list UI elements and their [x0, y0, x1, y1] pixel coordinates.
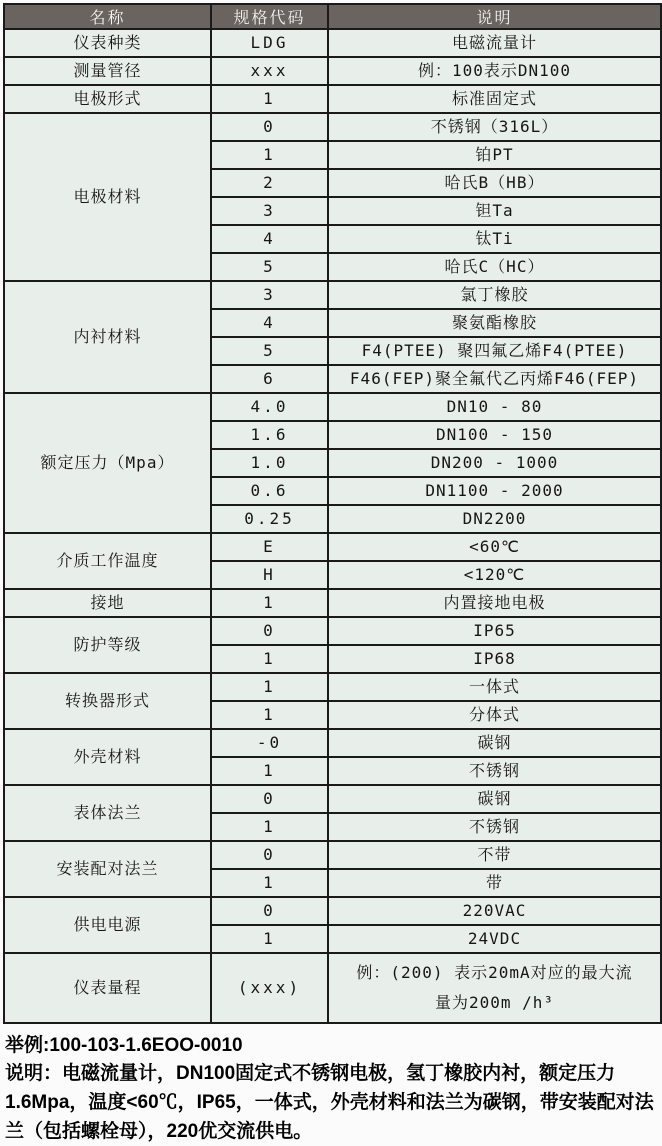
header-cell-name: 名称: [4, 4, 211, 29]
description-cell: <60℃: [328, 533, 661, 561]
code-cell: 1: [211, 85, 328, 113]
code-cell: E: [211, 533, 328, 561]
code-cell: 1: [211, 869, 328, 897]
code-cell: 3: [211, 197, 328, 225]
description-cell: 不锈钢: [328, 757, 661, 785]
description-cell: 聚氨酯橡胶: [328, 309, 661, 337]
code-cell: 6: [211, 365, 328, 393]
table-row: [4, 85, 661, 113]
description-cell: 氯丁橡胶: [328, 281, 661, 309]
spec-table-body: [4, 29, 661, 1023]
spec-table: [3, 3, 662, 1024]
description-cell: 钽Ta: [328, 197, 661, 225]
description-cell: 220VAC: [328, 897, 661, 925]
table-row: [4, 897, 661, 925]
code-cell: 1: [211, 925, 328, 953]
table-row: [4, 533, 661, 561]
example-code-line: 举例:100-103-1.6EOO-0010: [5, 1035, 243, 1056]
code-cell: 1: [211, 141, 328, 169]
description-cell: F46(FEP)聚全氟代乙丙烯F46(FEP): [328, 365, 661, 393]
description-cell: 不锈钢: [328, 813, 661, 841]
group-name-cell: 接地: [4, 589, 211, 617]
code-cell: 1: [211, 673, 328, 701]
table-row: [4, 785, 661, 813]
table-row: [4, 729, 661, 757]
code-cell: 1.0: [211, 449, 328, 477]
code-cell: LDG: [211, 29, 328, 57]
description-cell: 铂PT: [328, 141, 661, 169]
description-cell: 不锈钢（316L）: [328, 113, 661, 141]
header-cell-desc: 说明: [328, 4, 661, 29]
code-cell: 1: [211, 589, 328, 617]
code-cell: H: [211, 561, 328, 589]
table-row: [4, 57, 661, 85]
description-line: 说明：电磁流量计，DN100固定式不锈钢电极，氢丁橡胶内衬，额定压力1.6Mpa，温度<60℃，IP65，一体式，外壳材料和法兰为碳钢，带安装配对法兰（包括螺栓母），220优交流供电。: [5, 1063, 654, 1142]
description-cell: IP68: [328, 645, 661, 673]
description-cell: DN2200: [328, 505, 661, 533]
table-row: [4, 589, 661, 617]
description-cell: 碳钢: [328, 785, 661, 813]
group-name-cell: 额定压力（Mpa）: [4, 393, 211, 533]
table-row: [4, 29, 661, 57]
description-cell: 分体式: [328, 701, 661, 729]
code-cell: 0: [211, 113, 328, 141]
description-cell: 24VDC: [328, 925, 661, 953]
description-cell: 一体式: [328, 673, 661, 701]
table-row: [4, 281, 661, 309]
group-name-cell: 内衬材料: [4, 281, 211, 393]
code-cell: 0: [211, 841, 328, 869]
description-cell: 碳钢: [328, 729, 661, 757]
description-cell: DN10 - 80: [328, 393, 661, 421]
description-cell: 钛Ti: [328, 225, 661, 253]
code-cell: 3: [211, 281, 328, 309]
code-cell: 0.6: [211, 477, 328, 505]
description-cell: 内置接地电极: [328, 589, 661, 617]
code-cell: 2: [211, 169, 328, 197]
table-row: [4, 673, 661, 701]
description-cell: DN1100 - 2000: [328, 477, 661, 505]
description-cell: IP65: [328, 617, 661, 645]
group-name-cell: 仪表量程: [4, 953, 211, 1023]
group-name-cell: 安装配对法兰: [4, 841, 211, 897]
code-cell: 4: [211, 225, 328, 253]
header-cell-code: 规格代码: [211, 4, 328, 29]
description-cell: 电磁流量计: [328, 29, 661, 57]
code-cell: 0: [211, 785, 328, 813]
description-cell: F4(PTEE) 聚四氟乙烯F4(PTEE): [328, 337, 661, 365]
table-row: [4, 953, 661, 1023]
description-cell: <120℃: [328, 561, 661, 589]
code-cell: 1: [211, 645, 328, 673]
code-cell: -0: [211, 729, 328, 757]
group-name-cell: 测量管径: [4, 57, 211, 85]
code-cell: (xxx): [211, 953, 328, 1023]
code-cell: 1: [211, 757, 328, 785]
code-cell: 1: [211, 813, 328, 841]
group-name-cell: 供电电源: [4, 897, 211, 953]
group-name-cell: 表体法兰: [4, 785, 211, 841]
description-cell: 例：100表示DN100: [328, 57, 661, 85]
code-cell: xxx: [211, 57, 328, 85]
group-name-cell: 防护等级: [4, 617, 211, 673]
description-cell: 哈氏C（HC）: [328, 253, 661, 281]
group-name-cell: 介质工作温度: [4, 533, 211, 589]
table-row: [4, 113, 661, 141]
table-row: [4, 617, 661, 645]
group-name-cell: 外壳材料: [4, 729, 211, 785]
header-row: [4, 4, 661, 29]
table-row: [4, 393, 661, 421]
code-cell: 5: [211, 253, 328, 281]
group-name-cell: 转换器形式: [4, 673, 211, 729]
table-row: [4, 841, 661, 869]
code-cell: 4.0: [211, 393, 328, 421]
group-name-cell: 仪表种类: [4, 29, 211, 57]
description-cell: 例：(200) 表示20mA对应的最大流量为200m /h³: [328, 953, 661, 1023]
code-cell: 0: [211, 897, 328, 925]
code-cell: 1.6: [211, 421, 328, 449]
description-cell: 标准固定式: [328, 85, 661, 113]
spec-table-head: [4, 4, 661, 29]
code-cell: 0.25: [211, 505, 328, 533]
code-cell: 1: [211, 701, 328, 729]
description-cell: DN100 - 150: [328, 421, 661, 449]
code-cell: 0: [211, 617, 328, 645]
description-cell: DN200 - 1000: [328, 449, 661, 477]
description-cell: 哈氏B（HB）: [328, 169, 661, 197]
footer-notes: [3, 1024, 660, 1146]
group-name-cell: 电极材料: [4, 113, 211, 281]
description-cell: 不带: [328, 841, 661, 869]
code-cell: 5: [211, 337, 328, 365]
group-name-cell: 电极形式: [4, 85, 211, 113]
code-cell: 4: [211, 309, 328, 337]
description-cell: 带: [328, 869, 661, 897]
